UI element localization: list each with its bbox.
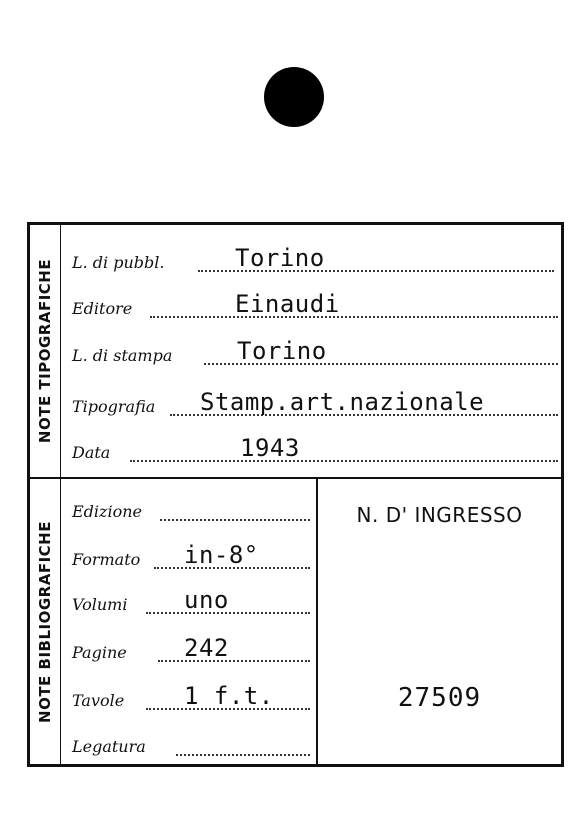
- field-value: Torino: [237, 337, 327, 365]
- section-label-bibliografiche: NOTE BIBLIOGRAFICHE: [36, 521, 54, 723]
- field-label: L. di pubbl.: [72, 253, 165, 272]
- field-formato: [72, 541, 312, 575]
- field-luogo-stampa: [72, 337, 560, 371]
- field-dots: [160, 519, 310, 521]
- ingresso-number: 27509: [397, 683, 482, 713]
- ingresso-title: N. D' INGRESSO: [356, 503, 523, 527]
- field-value: uno: [184, 586, 229, 614]
- field-dots: [150, 316, 558, 318]
- field-label: L. di stampa: [72, 346, 173, 365]
- section-divider: [30, 477, 564, 479]
- field-label: Data: [72, 443, 111, 462]
- field-label: Legatura: [72, 737, 146, 756]
- field-value: Torino: [235, 244, 325, 272]
- field-label: Editore: [72, 299, 133, 318]
- field-volumi: [72, 586, 312, 620]
- punch-hole: [264, 67, 324, 127]
- field-label: Formato: [72, 550, 141, 569]
- field-edizione: [72, 497, 312, 527]
- field-value: 1 f.t.: [184, 682, 274, 710]
- field-editore: [72, 290, 560, 324]
- field-label: Volumi: [72, 595, 128, 614]
- field-tipografia: [72, 388, 560, 422]
- tipografiche-rule: [60, 225, 61, 477]
- field-label: Tipografia: [72, 397, 156, 416]
- field-value: Stamp.art.nazionale: [200, 388, 485, 416]
- field-legatura: [72, 732, 312, 762]
- field-dots: [158, 660, 310, 662]
- field-dots: [130, 460, 558, 462]
- field-data: [72, 434, 560, 468]
- section-label-tipografiche: NOTE TIPOGRAFICHE: [36, 258, 54, 444]
- field-label: Edizione: [72, 502, 142, 521]
- field-label: Tavole: [72, 691, 125, 710]
- field-value: 242: [184, 634, 229, 662]
- field-value: Einaudi: [235, 290, 340, 318]
- field-dots: [176, 754, 310, 756]
- bibliografiche-rule: [60, 479, 61, 765]
- field-value: 1943: [240, 434, 300, 462]
- field-label: Pagine: [72, 643, 127, 662]
- field-luogo-pubblicazione: [72, 244, 557, 278]
- field-tavole: [72, 682, 312, 716]
- field-value: in-8°: [184, 541, 259, 569]
- field-pagine: [72, 634, 312, 668]
